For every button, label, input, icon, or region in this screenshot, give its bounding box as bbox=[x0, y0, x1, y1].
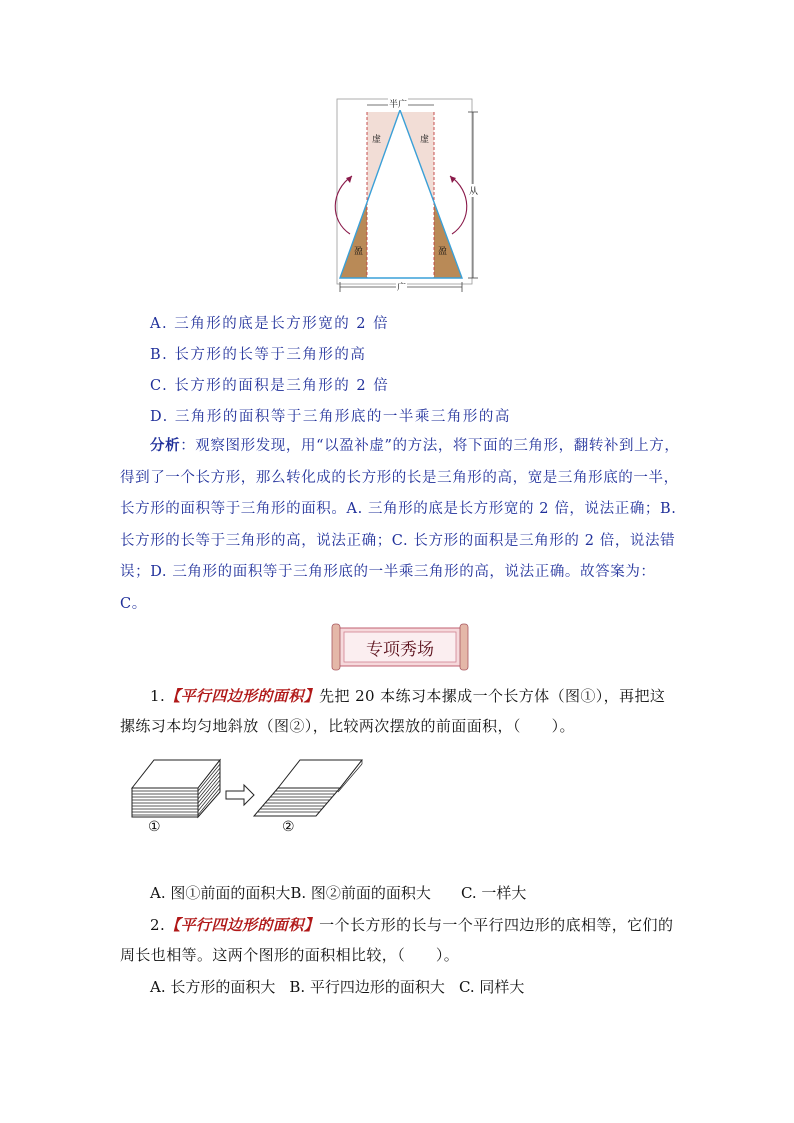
q2-choices bbox=[150, 976, 554, 997]
analysis-label: 分析 bbox=[150, 437, 181, 454]
label-ban-guang: 半广 bbox=[388, 97, 408, 110]
analysis-text: ：观察图形发现，用“以盈补虚”的方法，将下面的三角形，翻转补到上方，得到了一个长方形，那么转化成的长方形的长是三角形的高，宽是三角形底的一半，长方形的面积等于三角形的面积。A. 三角形的底是长方形宽的 2 倍，说法正确；B. 长方形的长等于三角形的高，说法正确；C. 长方形的面积是三角形的 2 倍，说法错误；D. 三角形的面积等于三角形底的一半乘三角形的高，说法正确。故答案为：C。 bbox=[120, 438, 680, 612]
question-1 bbox=[120, 681, 680, 741]
q1-tag: 【平行四边形的面积】 bbox=[165, 687, 320, 705]
q2-text: 一个长方形的长与一个平行四边形的底相等，它们的周长也相等。这两个图形的面积相比较，（ ）。 bbox=[120, 916, 674, 964]
label-ying-right: 盈 bbox=[438, 247, 448, 257]
q1-choices bbox=[150, 882, 556, 903]
q1-text: 先把 20 本练习本摞成一个长方体（图①），再把这摞练习本均匀地斜放（图②），比较两次摆放的前面面积，（ ）。 bbox=[120, 687, 666, 735]
option-d: D. 三角形的面积等于三角形底的一半乘三角形的高 bbox=[150, 409, 511, 425]
q1-choice-a: A. 图①前面的面积大 bbox=[150, 884, 291, 902]
q2-choice-b: B. 平行四边形的面积大 bbox=[289, 978, 445, 996]
arrow-icon bbox=[226, 785, 254, 805]
question-2 bbox=[120, 910, 680, 970]
q2-tag: 【平行四边形的面积】 bbox=[165, 916, 320, 934]
q2-choice-a: A. 长方形的面积大 bbox=[150, 978, 276, 996]
figure-1-label: ① bbox=[148, 819, 161, 835]
figure-2-label: ② bbox=[282, 819, 295, 835]
q2-number: 2. bbox=[150, 916, 166, 934]
q1-number: 1. bbox=[150, 687, 166, 705]
option-c: C. 长方形的面积是三角形的 2 倍 bbox=[150, 378, 390, 394]
book-stack-figure bbox=[126, 755, 366, 837]
stack1-front-face bbox=[132, 788, 198, 817]
option-b: B. 长方形的长等于三角形的高 bbox=[150, 347, 367, 363]
stack2-top-face bbox=[278, 760, 362, 788]
rotate-arc-right bbox=[450, 176, 467, 234]
label-cong: 从 bbox=[469, 184, 478, 197]
q2-choice-c: C. 同样大 bbox=[458, 978, 525, 996]
banner-title: 专项秀场 bbox=[366, 640, 434, 660]
book-stack-svg bbox=[126, 755, 366, 837]
q1-choice-b: B. 图②前面的面积大 bbox=[290, 884, 431, 902]
q1-choice-c: C. 一样大 bbox=[460, 884, 527, 902]
rotate-arc-left bbox=[335, 176, 352, 234]
option-a: A. 三角形的底是长方形宽的 2 倍 bbox=[150, 316, 390, 332]
label-xu-left: 虚 bbox=[372, 135, 382, 145]
label-ying-left: 盈 bbox=[354, 247, 364, 257]
section-banner bbox=[330, 622, 470, 672]
analysis-paragraph bbox=[120, 430, 680, 620]
triangle-figure-svg bbox=[330, 96, 490, 296]
triangle-figure bbox=[330, 96, 490, 296]
label-xu-right: 虚 bbox=[420, 135, 430, 145]
label-guang: 广 bbox=[396, 280, 407, 293]
